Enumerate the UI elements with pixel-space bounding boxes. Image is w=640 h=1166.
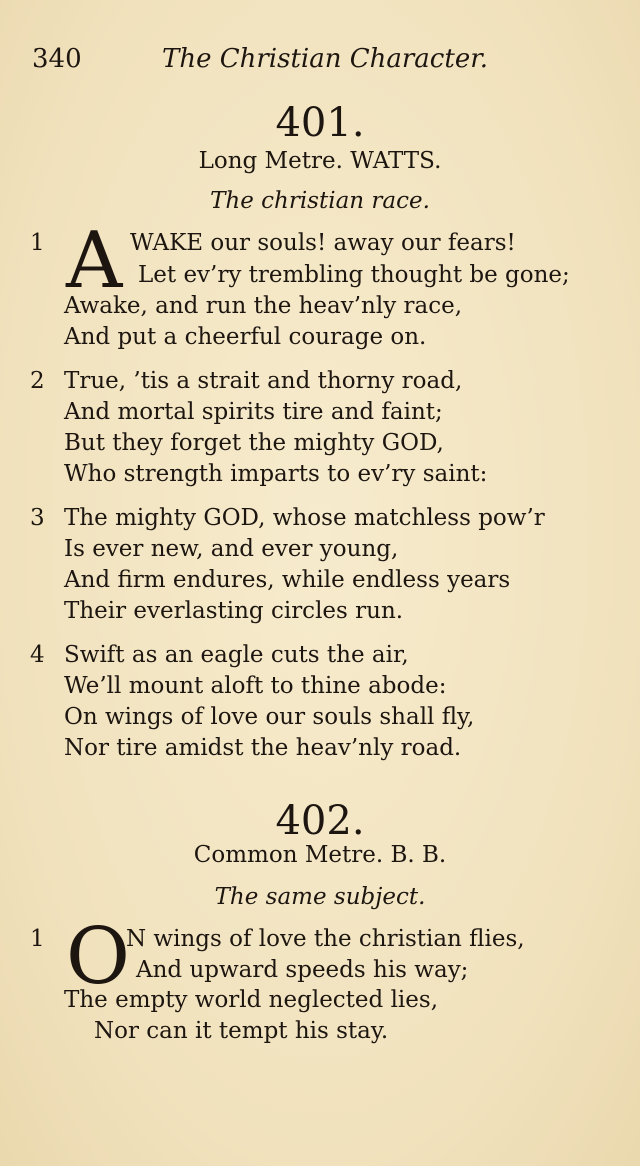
verse-line: But they forget the mighty GOD,: [64, 430, 444, 456]
verse-number: 1: [30, 926, 45, 952]
verse-line: The mighty GOD, whose matchless pow’r: [64, 505, 545, 531]
hymn-subtitle: The christian race.: [210, 188, 430, 214]
running-head: [32, 44, 600, 80]
verse-line: Who strength imparts to ev’ry saint:: [64, 461, 488, 487]
drop-cap: A: [66, 216, 123, 306]
drop-cap: O: [66, 912, 130, 1002]
hymn-number: 401.: [275, 100, 365, 146]
verse-line: Is ever new, and ever young,: [64, 536, 399, 562]
verse-line: And mortal spirits tire and faint;: [64, 399, 443, 425]
verse-line: True, ’tis a strait and thorny road,: [64, 368, 463, 394]
verse-line: And put a cheerful courage on.: [64, 324, 427, 350]
verse-line: We’ll mount aloft to thine abode:: [64, 673, 447, 699]
verse-line: Let ev’ry trembling thought be gone;: [138, 262, 570, 288]
verse-number: 4: [30, 642, 45, 668]
verse-line: Nor can it tempt his stay.: [94, 1018, 389, 1044]
verse-line: And firm endures, while endless years: [64, 567, 511, 593]
page-number: 340: [32, 44, 82, 74]
hymn-metre: Common Metre. B. B.: [193, 842, 447, 868]
verse-line: Nor tire amidst the heav’nly road.: [64, 735, 462, 761]
verse-line: And upward speeds his way;: [136, 957, 469, 983]
verse-line: Awake, and run the heav’nly race,: [64, 293, 463, 319]
hymn-subtitle: The same subject.: [214, 884, 426, 910]
verse-line: On wings of love our souls shall fly,: [64, 704, 475, 730]
verse-line: N wings of love the christian flies,: [126, 926, 525, 952]
verse-number: 3: [30, 505, 45, 531]
verse-number: 2: [30, 368, 45, 394]
verse-line: The empty world neglected lies,: [64, 987, 439, 1013]
verse-number: 1: [30, 230, 45, 256]
hymn-number: 402.: [275, 798, 365, 844]
verse-line: WAKE our souls! away our fears!: [130, 230, 516, 256]
running-title: The Christian Character.: [162, 44, 489, 74]
verse-line: Swift as an eagle cuts the air,: [64, 642, 409, 668]
verse-line: Their everlasting circles run.: [64, 598, 404, 624]
hymn-metre: Long Metre. WATTS.: [198, 148, 442, 174]
